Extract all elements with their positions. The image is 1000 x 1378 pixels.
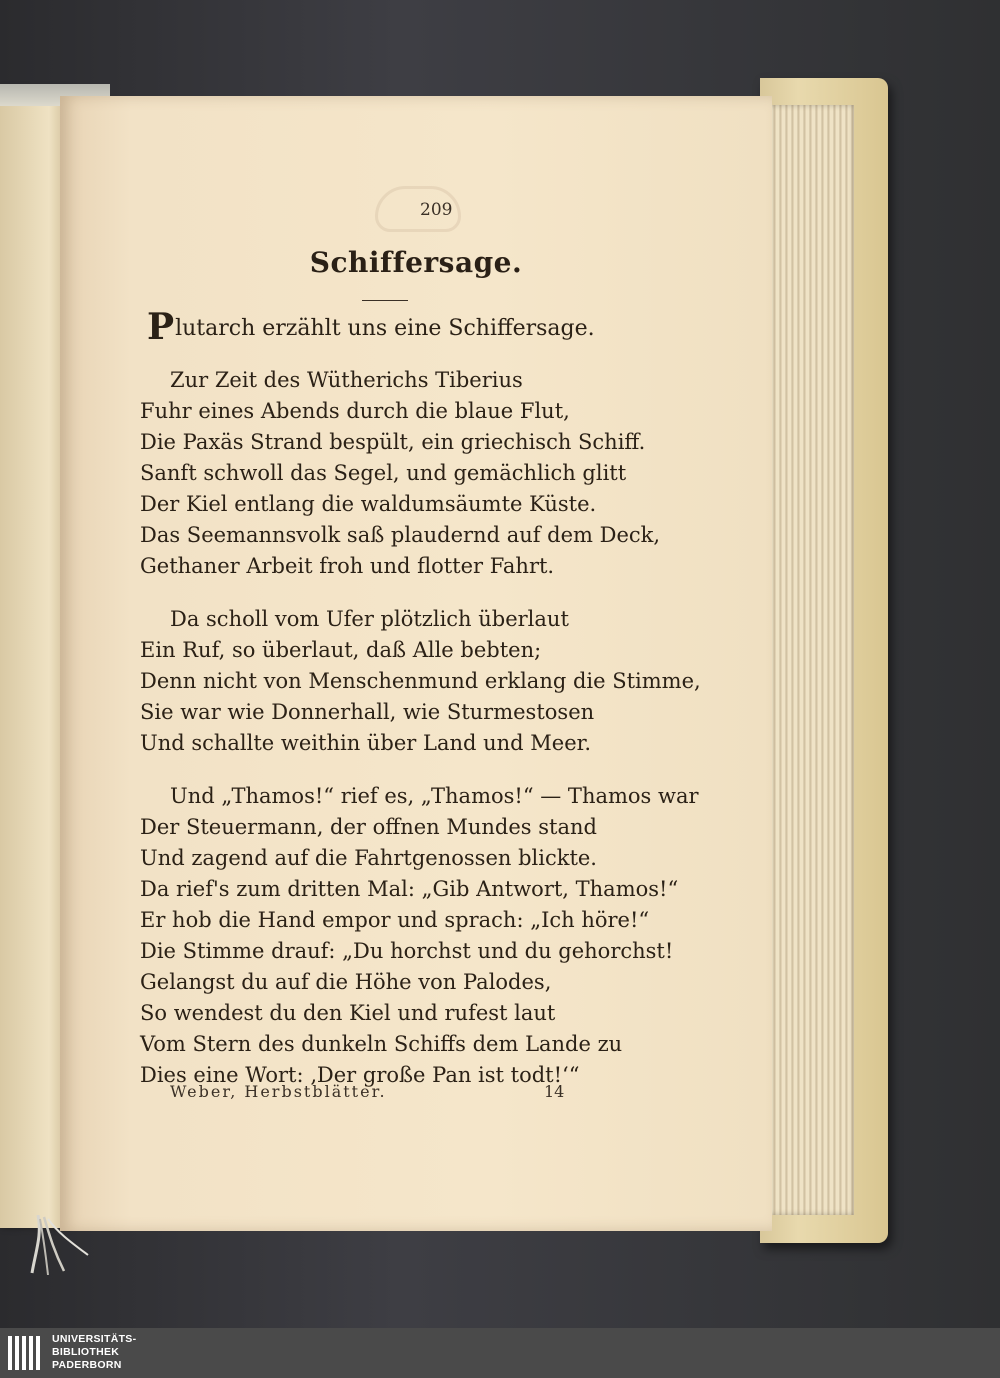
- poem-line: Gethaner Arbeit froh und flotter Fahrt.: [140, 554, 555, 578]
- page-number: 209: [420, 200, 453, 220]
- poem-line: Gelangst du auf die Höhe von Palodes,: [140, 970, 552, 994]
- book-page: [60, 96, 772, 1231]
- poem-line: Ein Ruf, so überlaut, daß Alle bebten;: [140, 638, 542, 662]
- poem-body: [140, 306, 740, 1091]
- poem-line: Sie war wie Donnerhall, wie Sturmestosen: [140, 700, 595, 724]
- library-name: [52, 1333, 136, 1372]
- stanza-2: [140, 604, 740, 759]
- footer-sheet-number: 14: [544, 1082, 565, 1101]
- intro-line: [147, 306, 740, 348]
- library-logo-icon: [8, 1334, 44, 1372]
- poem-line: Zur Zeit des Wütherichs Tiberius: [170, 368, 523, 392]
- drop-cap: P: [147, 306, 175, 348]
- poem-line: Sanft schwoll das Segel, und gemächlich glitt: [140, 461, 627, 485]
- poem-line: Der Kiel entlang die waldumsäumte Küste.: [140, 492, 597, 516]
- poem-line: Der Steuermann, der offnen Mundes stand: [140, 815, 597, 839]
- poem-line: Denn nicht von Menschenmund erklang die Stimme,: [140, 669, 701, 693]
- library-footer-bar: [0, 1328, 1000, 1378]
- poem-line: Das Seemannsvolk saß plaudernd auf dem Deck,: [140, 523, 661, 547]
- poem-line: Und zagend auf die Fahrtgenossen blickte.: [140, 846, 597, 870]
- bookmark-ribbon-icon: [28, 1215, 108, 1275]
- footer-signature: Weber, Herbstblätter.: [170, 1082, 387, 1101]
- library-line-1: UNIVERSITÄTS-: [52, 1333, 137, 1345]
- poem-line: Und schallte weithin über Land und Meer.: [140, 731, 592, 755]
- poem-line: Die Stimme drauf: „Du horchst und du gehorchst!: [140, 939, 674, 963]
- stanza-3: [140, 781, 740, 1091]
- library-line-2: BIBLIOTHEK: [52, 1346, 120, 1358]
- poem-line: Vom Stern des dunkeln Schiffs dem Lande zu: [140, 1032, 623, 1056]
- poem-line: Die Paxäs Strand bespült, ein griechisch Schiff.: [140, 430, 646, 454]
- page-block-edge: [770, 105, 854, 1215]
- poem-line: Fuhr eines Abends durch die blaue Flut,: [140, 399, 570, 423]
- poem-line: Er hob die Hand empor und sprach: „Ich höre!“: [140, 908, 650, 932]
- poem-line: Da rief's zum dritten Mal: „Gib Antwort, Thamos!“: [140, 877, 679, 901]
- poem-title: Schiffersage.: [309, 246, 523, 279]
- poem-line: So wendest du den Kiel und rufest laut: [140, 1001, 556, 1025]
- stanza-1: [140, 365, 740, 582]
- poem-line: Da scholl vom Ufer plötzlich überlaut: [170, 607, 569, 631]
- intro-text: lutarch erzählt uns eine Schiffersage.: [175, 316, 595, 341]
- poem-line: Und „Thamos!“ rief es, „Thamos!“ — Thamos war: [170, 784, 699, 808]
- library-line-3: PADERBORN: [52, 1359, 122, 1371]
- poem-line: Dies eine Wort: ‚Der große Pan ist todt!‘“: [140, 1063, 580, 1087]
- title-divider: [362, 300, 408, 301]
